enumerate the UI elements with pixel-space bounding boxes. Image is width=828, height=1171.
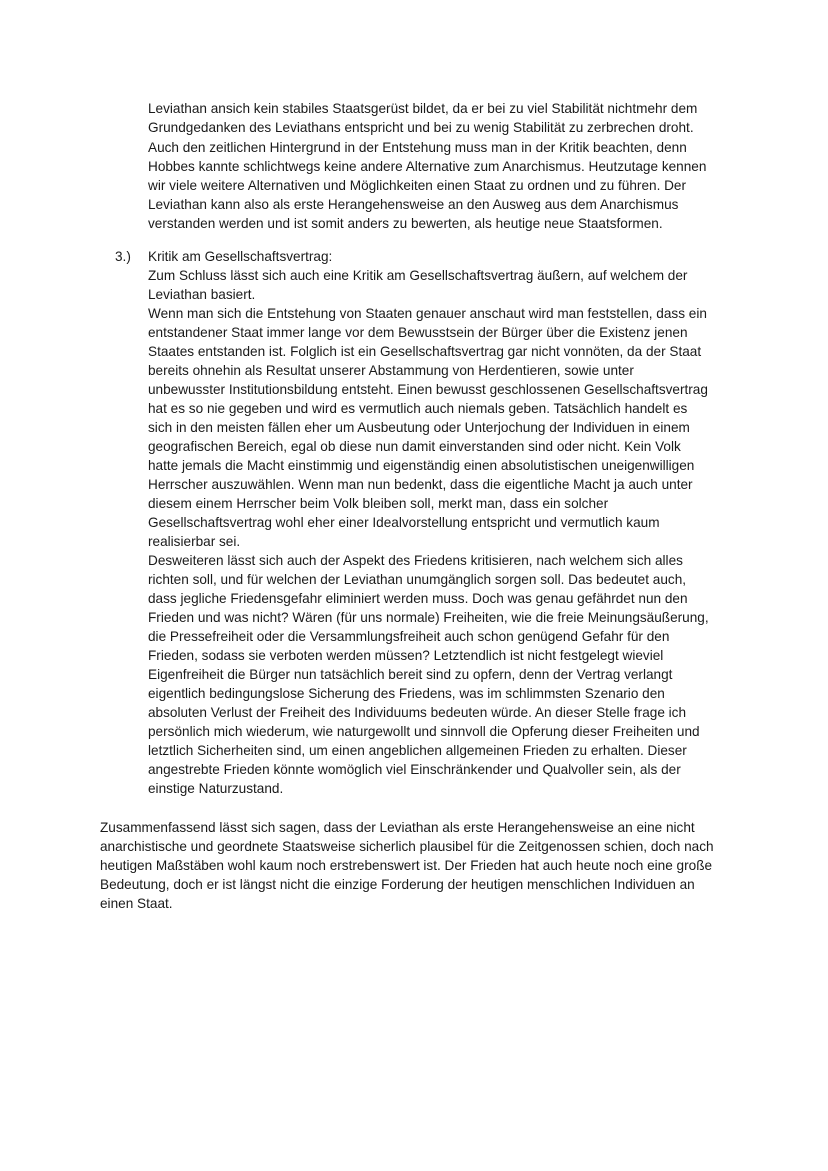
text-line: heutigen Maßstäben wohl kaum noch erstrebenswert ist. Der Frieden hat auch heute noch eine große [100,858,713,873]
text-line: einstige Naturzustand. [148,781,284,796]
text-line: sich in den meisten fällen eher um Ausbeutung oder Unterjochung der Individuen in einem [148,420,690,435]
text-line: Desweiteren lässt sich auch der Aspekt des Friedens kritisieren, nach welchem sich alles [148,553,683,568]
text-line: Leviathan kann also als erste Herangehensweise an den Ausweg aus dem Anarchismus [148,197,679,212]
text-line: die Pressefreiheit oder die Versammlungsfreiheit auch schon genügend Gefahr für den [148,629,670,644]
text-line: Staates entstanden ist. Folglich ist ein Gesellschaftsvertrag gar nicht vonnöten, da der Staat [148,344,702,359]
text-line: realisierbar sei. [148,534,241,549]
text-line: Eigenfreiheit die Bürger nun tatsächlich bereit sind zu opfern, denn der Vertrag verlangt [148,667,673,682]
text-line: Hobbes kannte schlichtwegs keine andere Alternative zum Anarchismus. Heutzutage kennen [148,159,707,174]
text-line: verstanden werden und ist somit anders zu bewerten, als heutige neue Staatsformen. [148,216,663,231]
text-line: angestrebte Frieden könnte womöglich viel Einschränkender und Qualvoller sein, als der [148,762,681,777]
text-line: Gesellschaftsvertrag wohl eher einer Idealvorstellung entspricht und vermutlich kaum [148,515,660,530]
text-line: Auch den zeitlichen Hintergrund in der Entstehung muss man in der Kritik beachten, denn [148,140,687,155]
text-line: diesem einem Herrscher beim Volk bleiben soll, merkt man, dass ein solcher [148,496,609,511]
text-line: hatte jemals die Macht einstimmig und eigenständig einen absolutistischen uneigenwilligen [148,458,695,473]
text-line: Zum Schluss lässt sich auch eine Kritik am Gesellschaftsvertrag äußern, auf welchem der [148,268,688,283]
text-line: richten soll, und für welchen der Leviathan unumgänglich sorgen soll. Das bedeutet auch, [148,572,687,587]
text-line: Leviathan ansich kein stabiles Staatsgerüst bildet, da er bei zu viel Stabilität nichtmehr dem [148,101,698,116]
text-line: Herrscher auszuwählen. Wenn man nun bedenkt, dass die eigentliche Macht ja auch unter [148,477,693,492]
text-line: bereits ohnehin als Resultat unserer Abstammung von Herdentieren, sowie unter [148,363,634,378]
text-line: anarchistische und geordnete Staatsweise sicherlich plausibel für die Zeitgenossen schien, doch nach [100,839,714,854]
text-line: Frieden und was nicht? Wären (für uns normale) Freiheiten, wie die freie Meinungsäußerung, [148,610,709,625]
text-line: persönlich mich wiederum, wie naturgewollt und sinnvoll die Opferung dieser Freiheiten und [148,724,700,739]
text-line: Leviathan basiert. [148,287,256,302]
text-line: dass jegliche Friedensgefahr eliminiert werden muss. Doch was genau gefährdet nun den [148,591,688,606]
text-line: geografischen Bereich, egal ob diese nun damit einverstanden sind oder nicht. Kein Volk [148,439,681,454]
text-line: unbewusster Institutionsbildung entsteht. Einen bewusst geschlossenen Gesellschaftsvertrag [148,382,708,397]
list-number: 3.) [115,249,131,264]
text-line: entstandener Staat immer lange vor dem Bewusstsein der Bürger über die Existenz jenen [148,325,688,340]
text-line: Wenn man sich die Entstehung von Staaten genauer anschaut wird man feststellen, dass ein [148,306,707,321]
text-line: Bedeutung, doch er ist längst nicht die einzige Forderung der heutigen menschlichen Individuen an [100,877,695,892]
section-heading: Kritik am Gesellschaftsvertrag: [148,249,333,264]
text-line: Grundgedanken des Leviathans entspricht und bei zu wenig Stabilität zu zerbrechen droht. [148,120,694,135]
text-line: letztlich Sicherheiten sind, um einen angeblichen allgemeinen Frieden zu erhalten. Dieser [148,743,687,758]
text-line: wir viele weitere Alternativen und Möglichkeiten einen Staat zu ordnen und zu führen. Der [148,178,687,193]
text-line: eigentlich bedingungslose Sicherung des Friedens, was im schlimmsten Szenario den [148,686,665,701]
text-line: hat es so nie gegeben und wird es vermutlich auch niemals geben. Tatsächlich handelt es [148,401,688,416]
text-line: absoluten Verlust der Freiheit des Individuums bedeuten würde. An dieser Stelle frage ich [148,705,687,720]
text-line: einen Staat. [100,896,173,911]
text-line: Frieden, sodass sie verboten werden müssen? Letztendlich ist nicht festgelegt wieviel [148,648,664,663]
text-line: Zusammenfassend lässt sich sagen, dass der Leviathan als erste Herangehensweise an eine nicht [100,820,695,835]
